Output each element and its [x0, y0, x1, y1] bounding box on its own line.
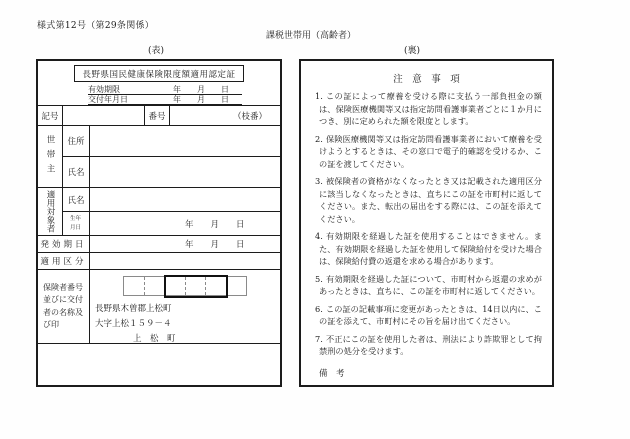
issuer-address-line2: 大字上松１５９－４	[95, 319, 172, 329]
insurer-number-boxes	[123, 276, 247, 296]
note-text: 保険医療機関等又は指定訪問看護事業者において療養を受けようとするときは、その窓口で電子的確認を受けるか、この証を渡してください。	[319, 133, 542, 169]
birthdate-label: 生年月日	[70, 216, 82, 231]
note-number: 2.	[315, 133, 323, 144]
note-item-7	[311, 333, 542, 358]
note-item-2	[311, 133, 542, 171]
insurer-row	[38, 269, 280, 343]
note-text: この証の記載事項に変更があったときは、14日以内に、この証を添えて、市町村にその旨を届け出てください。	[319, 303, 542, 326]
note-text: 不正にこの証を使用した者は、刑法により詐欺罪として拘禁刑の処分を受けます。	[319, 333, 542, 356]
subject-birthdate-row	[63, 211, 280, 235]
subject-name-row	[63, 188, 280, 211]
certificate-title: 長野県国民健康保険限度額適用認定証	[74, 65, 243, 82]
householder-label: 世帯主	[38, 126, 63, 187]
classification-row	[38, 252, 280, 269]
address-label: 住所	[63, 126, 90, 156]
subject-birthdate-value	[90, 212, 280, 235]
remarks-label: 備 考	[319, 368, 345, 379]
issue-date-row	[88, 95, 242, 105]
note-number: 3.	[315, 176, 323, 186]
householder-name-row	[63, 156, 280, 187]
insurer-digit-cell	[226, 277, 247, 295]
householder-address-value	[90, 126, 280, 156]
number-label: 番号	[145, 106, 170, 125]
note-item-5	[311, 273, 542, 298]
issue-date-label: 交付年月日	[88, 95, 128, 104]
insurer-label: 保険者番号並びに交付者の名称及び印	[38, 270, 90, 343]
validity-row	[88, 85, 242, 95]
householder-address-row	[63, 126, 280, 156]
classification-label: 適用区分	[38, 253, 90, 269]
subject-name-value	[90, 188, 280, 211]
note-number: 7.	[315, 333, 323, 344]
note-item-1	[311, 90, 542, 128]
householder-section	[38, 125, 280, 187]
note-number: 1.	[315, 91, 323, 101]
householder-name-value	[90, 157, 280, 187]
branch-number-label: （枝番）	[232, 111, 267, 122]
note-number: 4.	[315, 231, 323, 241]
classification-value	[90, 253, 280, 269]
subject-section	[38, 187, 280, 235]
front-header	[38, 61, 280, 105]
name-label: 氏名	[63, 157, 90, 187]
effective-date-placeholder: 年 月 日	[185, 240, 245, 250]
effective-date-value	[90, 236, 280, 252]
insurer-digit-cell	[205, 277, 226, 295]
subject-name-label: 氏名	[63, 188, 90, 211]
issuer-address	[95, 302, 176, 347]
note-number: 5.	[315, 273, 323, 284]
note-text: 有効期限を経過した証を使用することはできません。また、有効期限を経過した証を使用して保険給付を受けた場合は、保険給付費の返還を求める場合があります。	[319, 231, 542, 266]
subject-label: 適用対象者	[38, 188, 63, 235]
certificate-front	[36, 59, 282, 387]
validity-date-placeholder: 年 月 日	[173, 85, 229, 94]
form-number: 様式第12号（第29条関係）	[37, 21, 155, 31]
insurer-value-area	[90, 270, 280, 343]
note-number: 6.	[315, 303, 323, 314]
note-item-4	[311, 230, 542, 268]
validity-label: 有効期限	[88, 85, 120, 94]
symbol-value-cell	[63, 106, 145, 125]
effective-date-row	[38, 235, 280, 252]
note-item-6	[311, 303, 542, 328]
front-blank-row	[38, 343, 280, 385]
symbol-label: 記号	[38, 106, 63, 125]
front-side-label: (表)	[148, 46, 165, 56]
effective-date-label: 発効期日	[38, 236, 90, 252]
insurer-digit-cell	[164, 277, 185, 295]
insurer-digit-cell	[144, 277, 165, 295]
symbol-number-row	[38, 105, 280, 125]
birthdate-placeholder: 年 月 日	[185, 219, 245, 230]
note-text: 有効期限を経過した証について、市町村から返還の求めがあったときは、直ちに、この証を市町村に返してください。	[319, 273, 542, 296]
back-side-label: (裏)	[404, 46, 421, 56]
notes-title: 注 意 事 項	[393, 74, 460, 85]
issuer-name: 上 松 町	[133, 334, 176, 344]
insurer-digit-cell	[124, 277, 144, 295]
insurer-digit-cell	[185, 277, 206, 295]
note-text: 被保険者の資格がなくなったとき又は記載された適用区分に該当しなくなったときは、直ちにこの証を市町村に返してください。また、転出の届出をする際には、この証を添えてください。	[319, 176, 542, 224]
note-item-3	[311, 175, 542, 225]
category-label: 課税世帯用（高齢者）	[266, 31, 357, 41]
note-text: この証によって療養を受ける際に支払う一部負担金の額は、保険医療機関等又は指定訪問看護事業者ごとに１か月につき、別に定められた額を限度とします。	[319, 91, 542, 126]
issuer-address-line1: 長野県木曽郡上松町	[95, 304, 172, 314]
certificate-back	[299, 59, 554, 387]
issue-date-placeholder: 年 月 日	[173, 95, 229, 104]
